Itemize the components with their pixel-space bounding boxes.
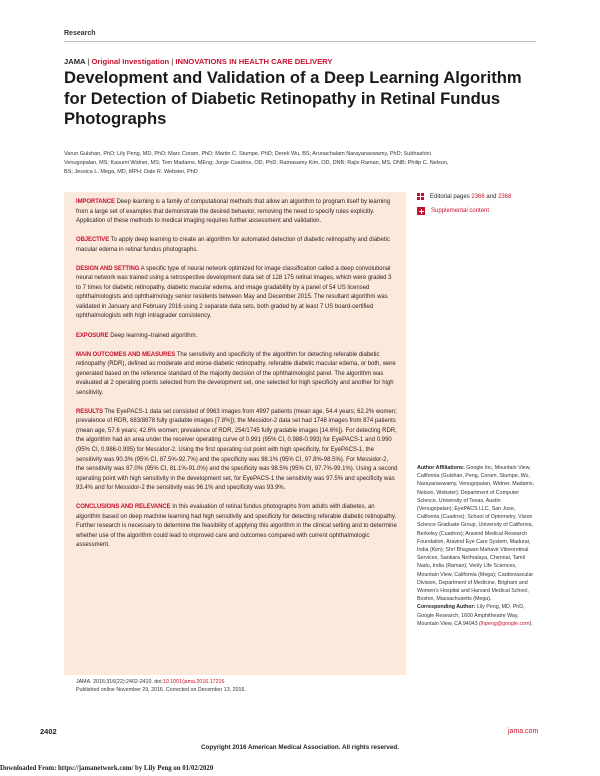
citation-ref: JAMA. 2016;316(22):2402-2410. doi: (76, 679, 163, 685)
abstract-heading: EXPOSURE (76, 332, 109, 339)
abstract-section (76, 332, 398, 342)
abstract-text: A specific type of neural network optimized for image classification called a deep convolutional neural network was trained using a retrospective development data set of 128 175 retinal images, which were graded 3 to 7 times for diabetic retinopathy, diabetic macular edema, and image gradability by a panel of 54 US licensed ophthalmologists and ophthalmology senior residents between May and December 2015. The resultant algorithm was validated in January and February 2016 using 2 separate data sets, both graded by at least 7 US board-certified ophthalmologists with high intragrader consistency. (76, 265, 392, 320)
abstract-section (76, 351, 398, 399)
article-type: Original Investigation (91, 57, 170, 66)
kicker-separator-2: | (171, 57, 174, 66)
editorial-and: and (486, 193, 497, 200)
abstract-heading: RESULTS (76, 408, 103, 415)
page-number: 2402 (40, 727, 57, 736)
abstract (76, 198, 398, 560)
editorial-icon (417, 193, 424, 200)
citation-line-1 (76, 679, 398, 687)
abstract-section (76, 503, 398, 551)
article-kicker (64, 57, 332, 66)
article-title: Development and Validation of a Deep Learning Algorithm for Detection of Diabetic Retinopathy in Retinal Fundus Photographs (64, 68, 522, 128)
editorial-prefix: Editorial pages (430, 193, 470, 200)
abstract-text: The EyePACS-1 data set consisted of 9963 images from 4997 patients (mean age, 54.4 years; 62.2% women; prevalence of RDR, 683/8878 fully gradable images [7.8%]); the Messidor-2 data set had 1748 images from 874 patients (mean age, 57.6 years; 42.6% women; prevalence of RDR, 254/1745 fully gradable images [14.6%]). For detecting RDR, the algorithm had an area under the receiver operating curve of 0.991 (95% CI, 0.988-0.993) for EyePACS-1 and 0.990 (95% CI, 0.986-0.995) for Messidor-2. Using the first operating cut point with high specificity, for EyePACS-1, the sensitivity was 90.3% (95% CI, 87.5%-92.7%) and the specificity was 98.1% (95% CI, 97.8%-98.5%). For Messidor-2, the sensitivity was 87.0% (95% CI, 81.1%-91.0%) and the specificity was 98.5% (95% CI, 97.7%-99.1%). Using a second operating point with high sensitivity in the development set, for EyePACS-1 the sensitivity was 97.5% and specificity was 93.4% and for Messidor-2 the sensitivity was 96.1% and specificity was 93.9%. (76, 408, 398, 492)
abstract-text: Deep learning–trained algorithm. (110, 332, 198, 339)
corresponding-text: Lily Peng, MD, PhD, Google Research, 1600 Amphitheatre Way, Mountain View, CA 94043 ( (417, 604, 525, 627)
abstract-heading: OBJECTIVE (76, 237, 110, 244)
abstract-text: To apply deep learning to create an algorithm for automated detection of diabetic retinopathy and diabetic macular edema in retinal fundus photographs. (76, 237, 390, 253)
plus-icon (417, 207, 425, 215)
abstract-section (76, 408, 398, 494)
abstract-heading: CONCLUSIONS AND RELEVANCE (76, 504, 171, 511)
citation (76, 679, 398, 694)
kicker-separator: | (87, 57, 90, 66)
abstract-section (76, 265, 398, 322)
supplemental-label[interactable]: Supplemental content (431, 208, 490, 214)
doi-link[interactable]: 10.1001/jama.2016.17216 (162, 679, 225, 685)
article-category: INNOVATIONS IN HEALTH CARE DELIVERY (175, 57, 333, 66)
author-affiliations (417, 464, 535, 628)
abstract-text: In this evaluation of retinal fundus photographs from adults with diabetes, an algorithm based on deep machine learning had high sensitivity and specificity for detecting referable diabetic retinopathy. Further research is necessary to determine the feasibility of applying this algorithm in the clinical setting and to determine whether use of the algorithm could lead to improved care and outcomes compared with current ophthalmologic assessment. (76, 504, 397, 549)
editorial-link[interactable] (417, 193, 511, 200)
abstract-heading: DESIGN AND SETTING (76, 265, 140, 272)
email-link[interactable]: lhpeng@google.com (480, 620, 530, 627)
corresponding-author-block (417, 603, 535, 628)
affiliations-text: Google Inc, Mountain View, California (Gulshan, Peng, Coram, Stumpe, Wu, Narayanaswamy, Venugopalan, Widner, Madams, Nelson, Webster); Department of Computer Science, University of Texas, Austin (Venugopalan); EyePACS LLC, San Jose, California (Cuadros); School of Optometry, Vision Science Graduate Group, University of California, Berkeley (Cuadros); Aravind Medical Research Foundation, Aravind Eye Care System, Madurai, India (Kim); Shri Bhagwan Mahavir Vitreoretinal Services, Sankara Nethralaya, Chennai, Tamil Nadu, India (Raman); Verily Life Sciences, Mountain View, California (Mega); Cardiovascular Division, Department of Medicine, Brigham and Women's Hospital and Harvard Medical School, Boston, Massachusetts (Mega). (417, 465, 535, 603)
supplemental-link[interactable] (417, 207, 489, 215)
abstract-section (76, 236, 398, 255)
journal-url-link[interactable]: jama.com (508, 728, 539, 735)
affiliations-heading: Author Affiliations: (417, 465, 465, 471)
citation-line-2: Published online November 29, 2016. Corrected on December 13, 2016. (76, 686, 246, 693)
section-label: Research (64, 30, 96, 37)
abstract-heading: MAIN OUTCOMES AND MEASURES (76, 351, 176, 358)
affiliations-block (417, 464, 535, 603)
abstract-section (76, 198, 398, 227)
journal-name: JAMA (64, 57, 86, 66)
abstract-text: Deep learning is a family of computational methods that allow an algorithm to program itself by learning from a large set of examples that demonstrate the desired behavior, removing the need to specify rules explicitly. Application of these methods to medical imaging requires further assessment and validation. (76, 199, 391, 225)
download-notice: Downloaded From: https://jamanetwork.com/ by Lily Peng on 01/02/2020 (0, 765, 214, 772)
editorial-page-link-1[interactable]: 2366 (471, 193, 485, 200)
header-divider (64, 41, 536, 42)
author-list: Varun Gulshan, PhD; Lily Peng, MD, PhD; Marc Coram, PhD; Martin C. Stumpe, PhD; Derek Wu, BS; Arunachalam Narayanaswamy, PhD; Subhashini Venugopalan, MS; Kasumi Widner, MS; Tom Madams, MEng; Jorge Cuadros, OD, PhD; Ramasamy Kim, OD, DNB; Rajiv Raman, MS, DNB; Philip C. Nelson, BS; Jessica L. Mega, MD, MPH; Dale R. Webster, PhD (64, 151, 449, 175)
abstract-heading: IMPORTANCE (76, 199, 115, 205)
corresponding-end: ). (529, 620, 533, 627)
copyright-notice: Copyright 2016 American Medical Association. All rights reserved. (200, 744, 400, 751)
corresponding-heading: Corresponding Author: (417, 604, 476, 611)
abstract-text: The sensitivity and specificity of the algorithm for detecting referable diabetic retinopathy (RDR), defined as moderate and worse diabetic retinopathy, referable diabetic macular edema, or both, were generated based on the reference standard of the majority decision of the ophthalmologist panel. The algorithm was evaluated at 2 operating points selected from the development set, one selected for high specificity and another for high sensitivity. (76, 351, 396, 396)
editorial-page-link-2[interactable]: 2368 (498, 193, 512, 200)
